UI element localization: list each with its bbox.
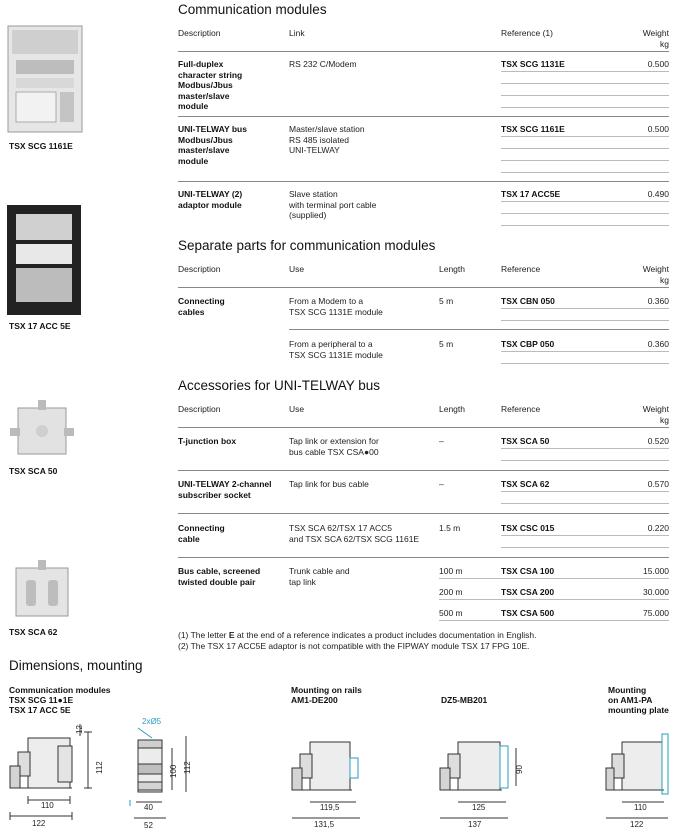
dims-col1-title: Communication modules TSX SCG 11●1E TSX 17 ACC 5E bbox=[9, 685, 111, 715]
acc-row1-length: – bbox=[439, 436, 444, 446]
parts-row2-ref: TSX CBP 050 bbox=[501, 339, 555, 349]
dim-137: 137 bbox=[468, 820, 482, 829]
comm-row3-weight: 0.490 bbox=[647, 189, 669, 199]
acc-header-description: Description bbox=[178, 404, 221, 414]
acc-row3-use: TSX SCA 62/TSX 17 ACC5 and TSX SCA 62/TSX SCG 1161E bbox=[289, 523, 420, 544]
acc-row1-desc: T-junction box bbox=[178, 436, 237, 446]
parts-header-reference: Reference bbox=[501, 264, 541, 274]
comm-row2-weight: 0.500 bbox=[647, 124, 669, 134]
acc-bus-use: Trunk cable and tap link bbox=[289, 566, 350, 587]
comm-row3-link: Slave station with terminal port cable (supplied) bbox=[289, 189, 377, 220]
footnote-1: (1) The letter E at the end of a reference indicates a product includes documentation in English. bbox=[178, 630, 537, 640]
dims-title: Dimensions, mounting bbox=[9, 658, 143, 673]
comm-header-reference: Reference (1) bbox=[501, 28, 553, 38]
acc-row1-weight: 0.520 bbox=[647, 436, 669, 446]
acc-row3-desc: Connecting cable bbox=[178, 523, 225, 544]
parts-row2-use: From a peripheral to a TSX SCG 1131E module bbox=[289, 339, 383, 360]
acc-bus-weight-3: 75.000 bbox=[643, 608, 669, 618]
dims-col2-title: Mounting on rails AM1-DE200 bbox=[291, 685, 362, 705]
comm-row3-ref: TSX 17 ACC5E bbox=[501, 189, 561, 199]
parts-desc: Connecting cables bbox=[178, 296, 225, 317]
comm-row1-desc: Full-duplex character string Modbus/Jbus master/slave module bbox=[178, 59, 243, 111]
dim-drawing-dz5 bbox=[436, 730, 532, 830]
parts-row1-use: From a Modem to a TSX SCG 1131E module bbox=[289, 296, 383, 317]
dim-52: 52 bbox=[144, 821, 153, 830]
dim-drawing-plate bbox=[602, 730, 684, 830]
acc-row2-ref: TSX SCA 62 bbox=[501, 479, 550, 489]
parts-row1-length: 5 m bbox=[439, 296, 454, 306]
comm-row2-link: Master/slave station RS 485 isolated UNI-TELWAY bbox=[289, 124, 365, 155]
acc-bus-length-1: 100 m bbox=[439, 566, 463, 576]
dim-125: 125 bbox=[472, 803, 486, 812]
parts-row2-weight: 0.360 bbox=[647, 339, 669, 349]
acc-bus-ref-1: TSX CSA 100 bbox=[501, 566, 555, 576]
parts-row1-ref: TSX CBN 050 bbox=[501, 296, 555, 306]
parts-header-weight: Weight bbox=[642, 264, 669, 274]
comm-header-link: Link bbox=[289, 28, 305, 38]
comm-row1-weight: 0.500 bbox=[647, 59, 669, 69]
dim-90: 90 bbox=[515, 765, 524, 774]
dim-drawing-front bbox=[116, 712, 196, 830]
acc-row2-use: Tap link for bus cable bbox=[289, 479, 369, 489]
acc-bus-desc: Bus cable, screened twisted double pair bbox=[178, 566, 261, 587]
parts-header-weight-unit: kg bbox=[660, 275, 669, 285]
acc-row2-length: – bbox=[439, 479, 444, 489]
acc-header-length: Length bbox=[439, 404, 465, 414]
dim-112b: 112 bbox=[183, 761, 192, 774]
acc-bus-weight-2: 30.000 bbox=[643, 587, 669, 597]
comm-row3-desc: UNI-TELWAY (2) adaptor module bbox=[178, 189, 243, 210]
dims-col3-title: DZ5-MB201 bbox=[441, 695, 488, 705]
acc-bus-weight-1: 15.000 bbox=[643, 566, 669, 576]
acc-row2-weight: 0.570 bbox=[647, 479, 669, 489]
dims-col4-title: Mounting on AM1-PA mounting plate bbox=[608, 685, 669, 715]
acc-header-use: Use bbox=[289, 404, 305, 414]
photo-label-sca62: TSX SCA 62 bbox=[9, 627, 58, 637]
subscriber-socket-photo bbox=[10, 560, 74, 622]
acc-bus-ref-2: TSX CSA 200 bbox=[501, 587, 555, 597]
acc-row3-ref: TSX CSC 015 bbox=[501, 523, 555, 533]
acc-bus-length-2: 200 m bbox=[439, 587, 463, 597]
acc-title: Accessories for UNI-TELWAY bus bbox=[178, 378, 381, 393]
dim-12: 12 bbox=[75, 725, 84, 734]
dim-40: 40 bbox=[144, 803, 153, 812]
comm-row1-ref: TSX SCG 1131E bbox=[501, 59, 565, 69]
acc-row3-weight: 0.220 bbox=[647, 523, 669, 533]
footnote-2: (2) The TSX 17 ACC5E adaptor is not compatible with the FIPWAY module TSX 17 FPG 10E. bbox=[178, 641, 530, 651]
dim-2x5: 2xØ5 bbox=[142, 717, 162, 726]
comm-header-rule bbox=[178, 51, 669, 52]
dim-110b: 110 bbox=[634, 803, 647, 812]
comm-title: Communication modules bbox=[178, 2, 327, 17]
photo-label-sca50: TSX SCA 50 bbox=[9, 466, 58, 476]
acc-row2-desc: UNI-TELWAY 2-channel subscriber socket bbox=[178, 479, 272, 500]
adaptor-photo bbox=[6, 204, 82, 316]
photo-label-scg: TSX SCG 1161E bbox=[9, 141, 73, 151]
parts-row2-length: 5 m bbox=[439, 339, 454, 349]
junction-box-photo bbox=[10, 398, 74, 462]
dim-drawing-side bbox=[4, 722, 108, 830]
comm-header-weight: Weight bbox=[642, 28, 669, 38]
module-photo-scg bbox=[6, 24, 86, 136]
dim-110: 110 bbox=[41, 801, 54, 810]
dim-131-5: 131,5 bbox=[314, 820, 335, 829]
dim-119-5: 119,5 bbox=[320, 803, 340, 812]
acc-header-reference: Reference bbox=[501, 404, 541, 414]
comm-row2-desc: UNI-TELWAY bus Modbus/Jbus master/slave module bbox=[178, 124, 247, 166]
dim-122b: 122 bbox=[630, 820, 644, 829]
acc-bus-ref-3: TSX CSA 500 bbox=[501, 608, 555, 618]
acc-header-weight-unit: kg bbox=[660, 415, 669, 425]
acc-row1-use: Tap link or extension for bus cable TSX CSA●00 bbox=[289, 436, 379, 457]
parts-header-description: Description bbox=[178, 264, 221, 274]
acc-row3-length: 1.5 m bbox=[439, 523, 461, 533]
acc-bus-length-3: 500 m bbox=[439, 608, 463, 618]
dim-112: 112 bbox=[95, 761, 104, 774]
dim-122: 122 bbox=[32, 819, 46, 828]
comm-header-description: Description bbox=[178, 28, 221, 38]
parts-header-use: Use bbox=[289, 264, 305, 274]
comm-header-weight-unit: kg bbox=[660, 39, 669, 49]
acc-row1-ref: TSX SCA 50 bbox=[501, 436, 550, 446]
photo-label-adaptor: TSX 17 ACC 5E bbox=[9, 321, 71, 331]
dim-drawing-rails bbox=[286, 730, 376, 830]
comm-row1-link: RS 232 C/Modem bbox=[289, 59, 357, 69]
comm-row2-ref: TSX SCG 1161E bbox=[501, 124, 565, 134]
dim-100: 100 bbox=[169, 764, 178, 778]
parts-title: Separate parts for communication modules bbox=[178, 238, 436, 253]
parts-header-length: Length bbox=[439, 264, 465, 274]
parts-row1-weight: 0.360 bbox=[647, 296, 669, 306]
acc-header-weight: Weight bbox=[642, 404, 669, 414]
